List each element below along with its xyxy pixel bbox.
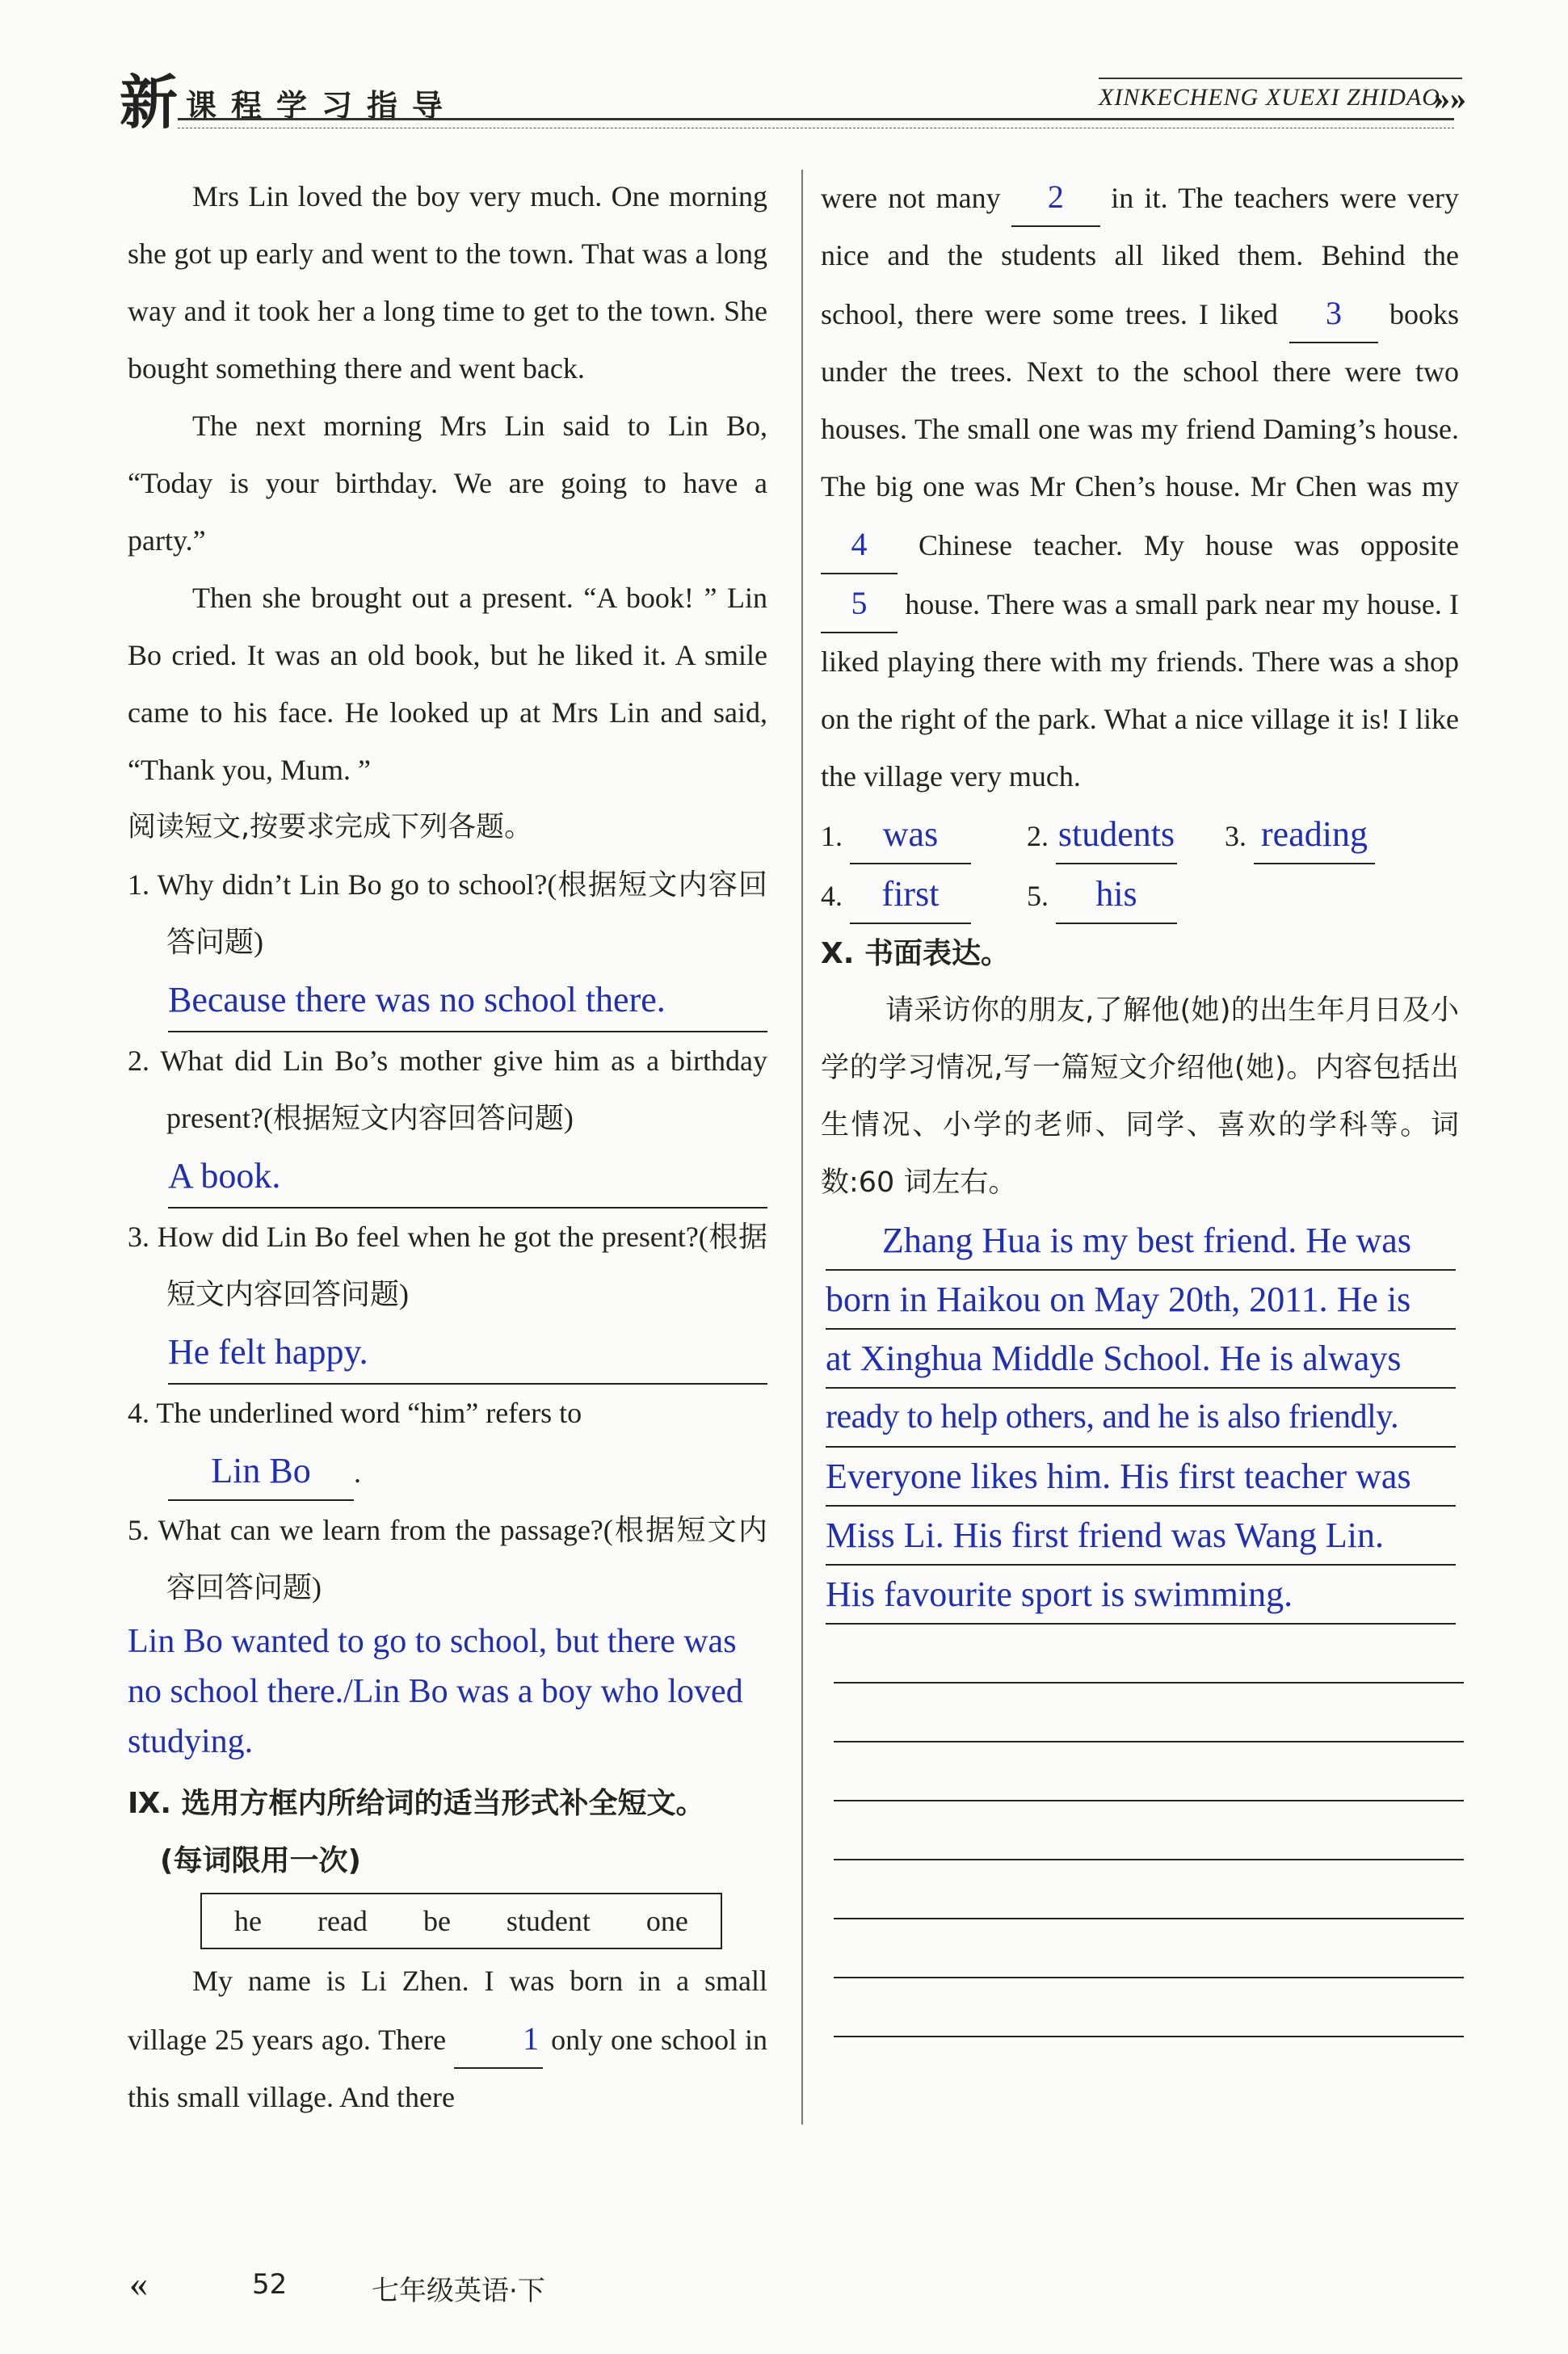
question-2: 2. What did Lin Bo’s mother give him as a birthday present?(根据短文内容回答问题) [128,1045,767,1134]
essay-line: born in Haikou on May 20th, 2011. He is [826,1271,1456,1330]
word-box-item: student [506,1905,591,1937]
cloze-answer-1: was [850,805,971,864]
essay-block [826,1212,1459,2037]
cloze-answer-3: reading [1254,805,1375,864]
blank-3: 3 [1289,284,1378,343]
cloze-answer-5: his [1056,865,1177,924]
essay-line: ready to help others, and he is also friendly. [826,1389,1456,1448]
question-4: 4. The underlined word “him” refers to [128,1397,582,1429]
book-title: 七年级英语·下 [372,2275,545,2307]
word-box-item: be [422,1905,451,1937]
word-box [200,1893,722,1949]
cloze-answers-row-1: 1. was 2. students 3. reading [821,805,1459,865]
answer-5: Lin Bo wanted to go to school, but there was no school there./Lin Bo was a boy who loved studying. [128,1623,743,1760]
answer-2: A book. [168,1156,281,1196]
answer-1: Because there was no school there. [168,980,666,1019]
question-3: 3. How did Lin Bo feel when he got the present?(根据短文内容回答问题) [128,1221,767,1310]
header-rule [178,118,1454,120]
blank-2: 2 [1011,168,1100,227]
blank-5: 5 [821,574,898,633]
cloze-paragraph-start: My name is Li Zhen. I was born in a small village 25 years ago. There 1 only one school in this small village. And there [128,1965,767,2113]
chevron-right-icon: »» [1434,80,1466,116]
word-box-item: he [234,1905,262,1937]
essay-line: His favourite sport is swimming. [826,1566,1456,1625]
header-logo-char: 新 [120,71,179,136]
cloze-paragraph-continued: were not many 2 in it. The teachers were very nice and the students all liked them. Behind the school, there were some trees. I liked 3 books under the trees. Next to the school there were two houses. The small one was my friend Daming’s house. The big one was Mr Chen’s house. Mr Chen was my 4 Chinese teacher. My house was opposite 5 house. There was a small park near my house. I liked playing there with my friends. There was a shop on the right of the park. What a nice village it is! I like the village very much. [821,168,1459,805]
header-pinyin: XINKECHENG XUEXI ZHIDAO [1099,84,1440,111]
writing-task: 请采访你的朋友,了解他(她)的出生年月日及小学的学习情况,写一篇短文介绍他(她)。内容包括出生情况、小学的老师、同学、喜欢的学科等。词数:60 词左右。 [821,994,1459,1199]
question-1: 1. Why didn’t Lin Bo go to school?(根据短文内容回答问题) [128,868,767,958]
section-10-title: Ⅹ. 书面表达。 [821,937,1010,970]
question-4-blank-row: Lin Bo . [168,1442,767,1502]
cloze-answer-2: students [1056,805,1177,864]
header-title: 课程学习指导 [186,88,458,124]
answer-line-1 [168,971,767,1032]
header-top-rule [1099,78,1462,79]
question-5: 5. What can we learn from the passage?(根据短文内容回答问题) [128,1514,767,1604]
chevron-left-icon: « [129,2263,148,2304]
answer-3: He felt happy. [168,1332,368,1372]
cloze-answers-row-2: 4. first 5. his [821,865,1459,925]
essay-line: Zhang Hua is my best friend. He was [826,1212,1456,1271]
passage-paragraph-1: Mrs Lin loved the boy very much. One morning she got up early and went to the town. That was a long way and it took her a long time to get to the town. She bought something there and went back. [128,180,767,385]
right-column [821,168,1459,2037]
cloze-answer-4: first [850,865,971,924]
blank-4: 4 [821,515,898,574]
essay-line: Miss Li. His first friend was Wang Lin. [826,1507,1456,1566]
answer-line-3 [168,1323,767,1385]
passage-paragraph-3: Then she brought out a present. “A book! ” Lin Bo cried. It was an old book, but he liked it. A smile came to his face. He looked up at Mrs Lin and said, “Thank you, Mum. ” [128,582,767,786]
page-number: 52 [252,2268,288,2301]
passage-paragraph-2: The next morning Mrs Lin said to Lin Bo, “Today is your birthday. We are going to have a party.” [128,410,767,557]
essay-line: Everyone likes him. His first teacher was [826,1448,1456,1507]
left-column [128,168,767,2126]
blank-1: 1 [454,2010,543,2069]
reading-instruction: 阅读短文,按要求完成下列各题。 [128,811,533,843]
section-9-title: Ⅸ. 选用方框内所给词的适当形式补全短文。 [128,1787,705,1820]
section-9-note: (每词限用一次) [160,1844,361,1877]
word-box-item: one [645,1905,688,1937]
writing-line [834,2036,1464,2037]
column-divider [801,170,803,2125]
answer-4: Lin Bo [168,1442,354,1501]
word-box-item: read [317,1905,368,1937]
essay-line: at Xinghua Middle School. He is always [826,1330,1456,1389]
answer-line-2 [168,1147,767,1209]
